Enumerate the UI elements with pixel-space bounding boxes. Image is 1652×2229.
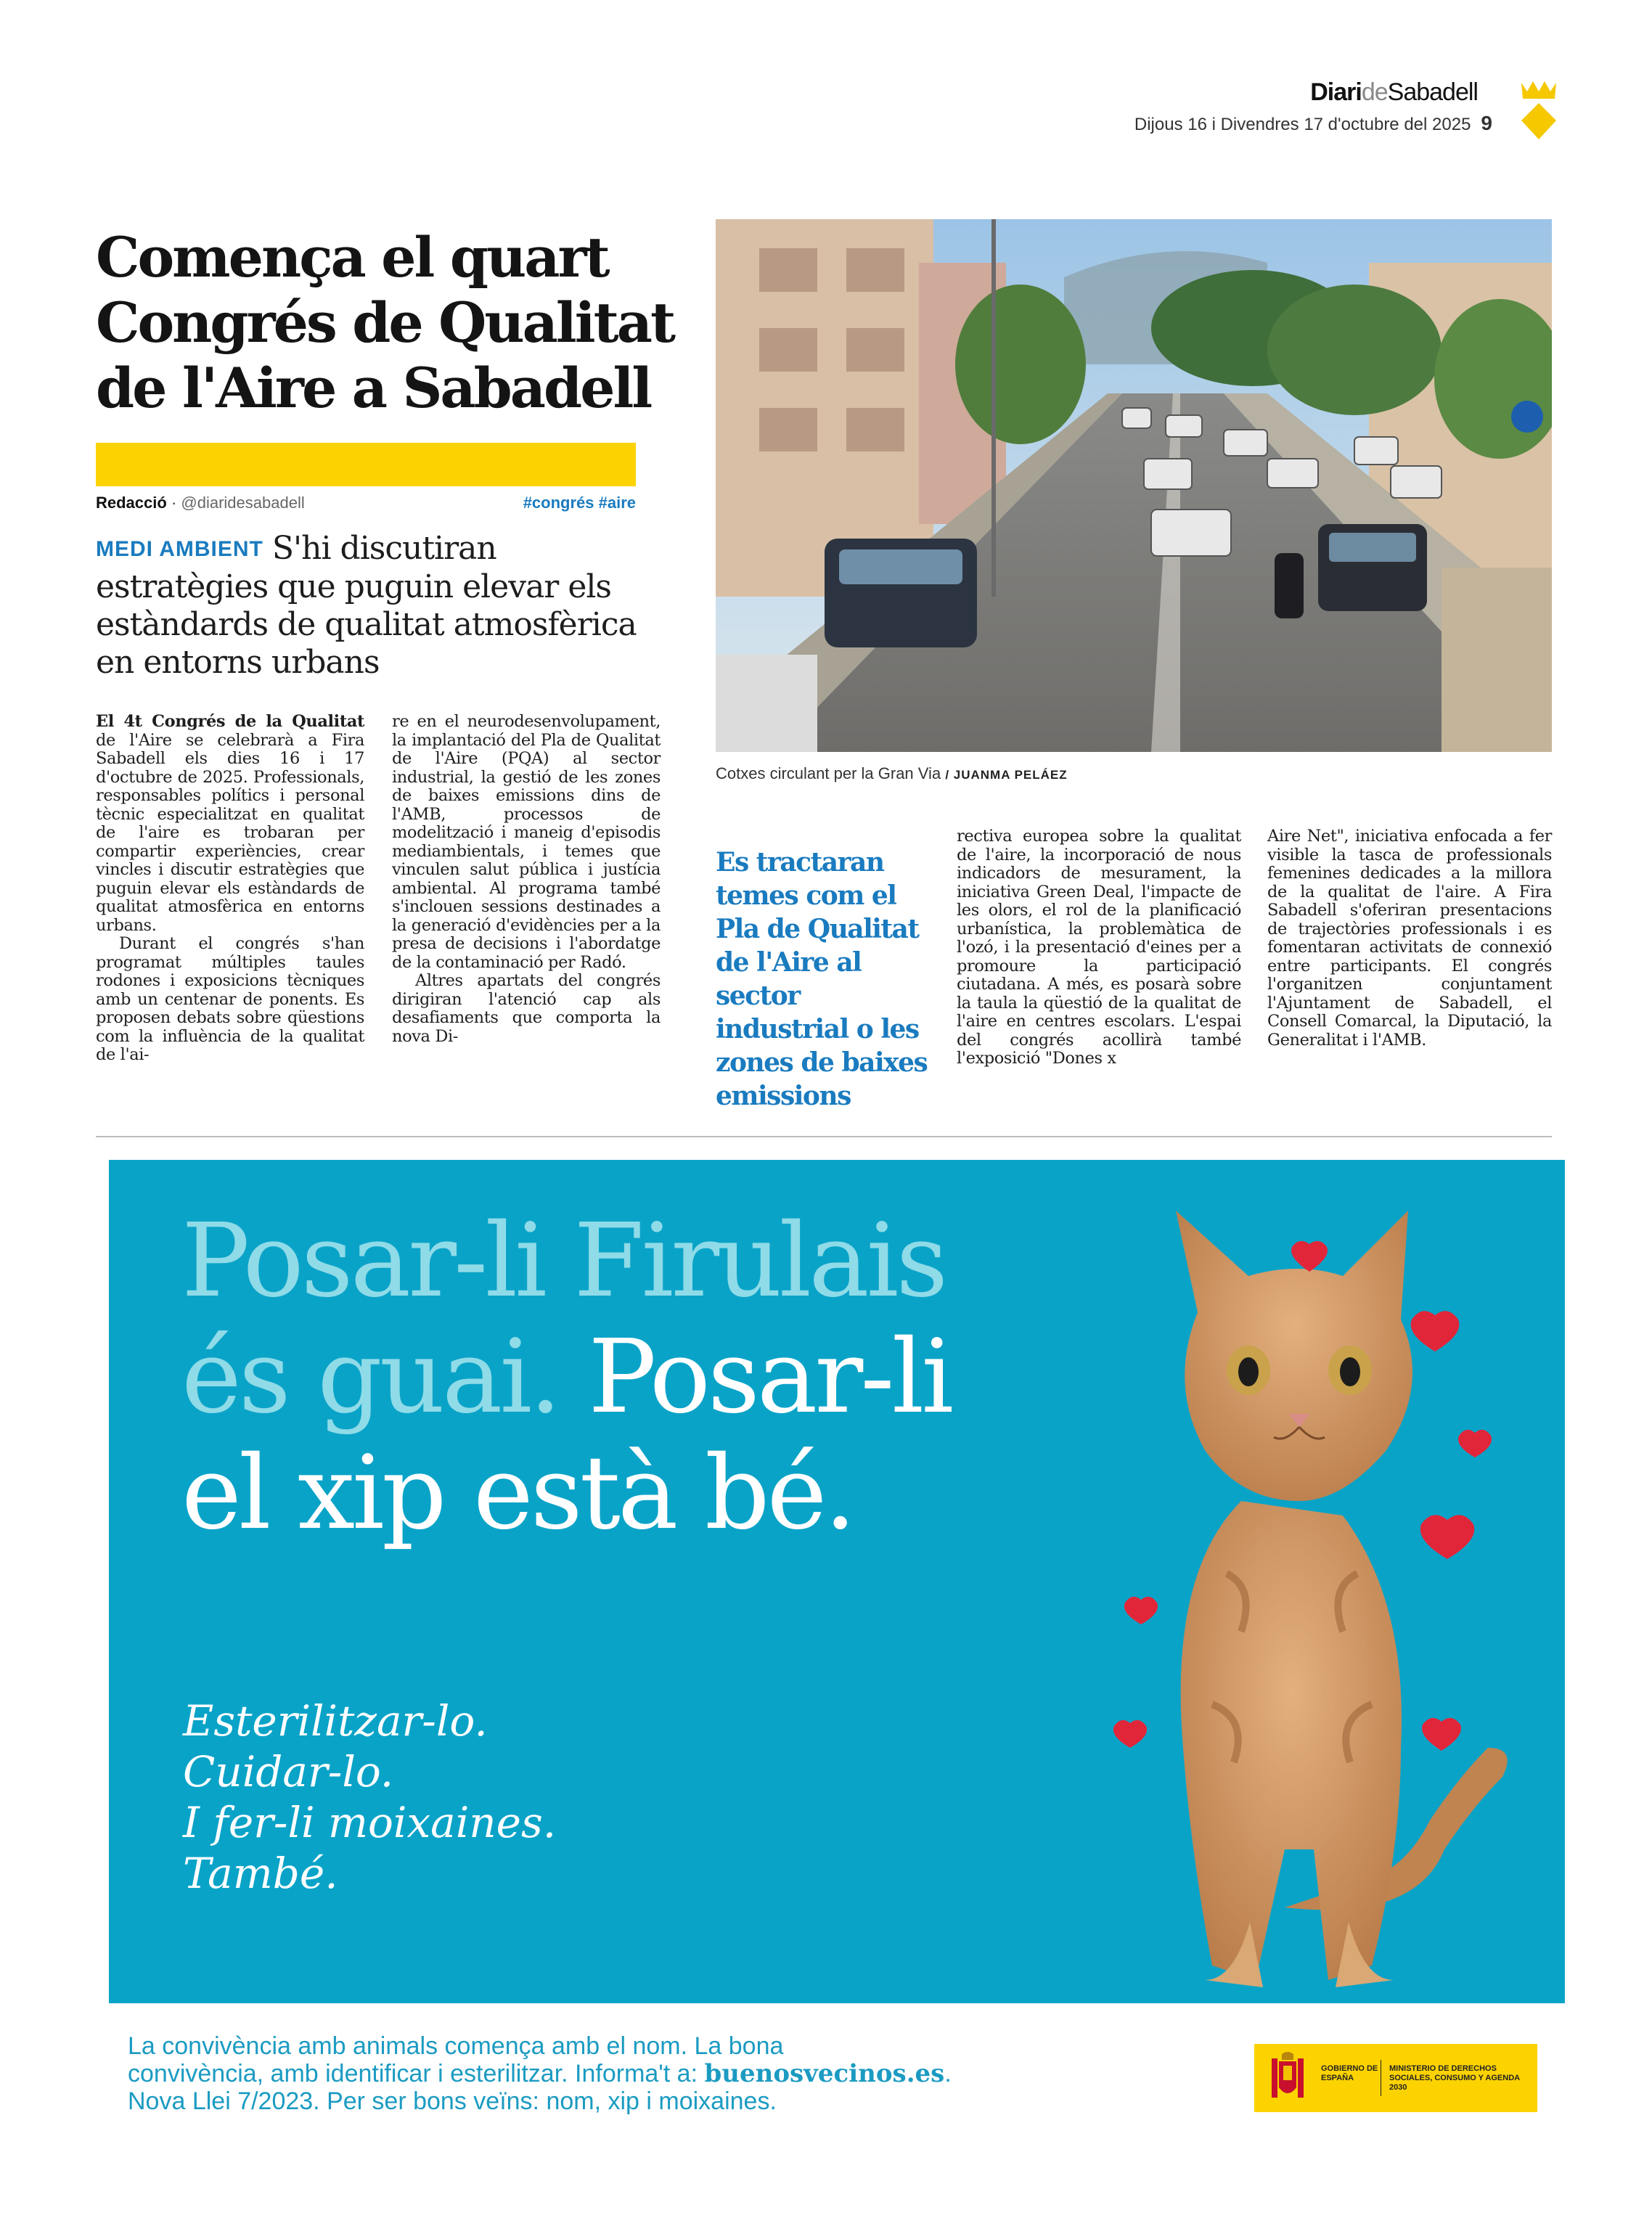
body-column-2 xyxy=(392,713,661,1046)
ad-sub-line: I fer-li moixaines. xyxy=(183,1798,557,1847)
byline-handle[interactable]: @diaridesabadell xyxy=(181,494,305,512)
byline-separator: · xyxy=(171,494,177,512)
byline-author: Redacció xyxy=(96,494,167,512)
hashtags[interactable]: #congrés #aire xyxy=(523,494,636,512)
page-number: 9 xyxy=(1481,112,1492,134)
advertisement[interactable] xyxy=(109,1160,1565,2003)
ad-sub-line: Esterilitzar-lo. xyxy=(183,1696,488,1746)
yellow-divider-bar xyxy=(96,443,636,486)
street-traffic-photo xyxy=(716,219,1552,752)
ad-headline-bright: el xip està bé. xyxy=(181,1434,854,1553)
paragraph: rectiva europea sobre la qualitat de l'aire, la incorporació de nous indicadors de mesurament, la iniciativa Green Deal, l'impacte de les olors, el rol de la planificació urbanística, la problemàtica de l'ozó, i la presentació d'eines per a promoure la participació ciutadana. A més, es posarà sobre la taula la qüestió de la qualitat de l'aire en centres escolars. L'espai del congrés acollirà també l'exposició "Dones x xyxy=(957,827,1241,1068)
crown-crest-icon xyxy=(1517,78,1561,141)
ministry-label: MINISTERIO DE DERECHOS SOCIALES, CONSUMO Y AGENDA 2030 xyxy=(1389,2064,1520,2092)
ad-footer-line: La convivència amb animals comença amb el nom. La bona xyxy=(128,2032,784,2060)
masthead-regular: Sabadell xyxy=(1387,78,1478,106)
paragraph: Durant el congrés s'han programat múltiples taules rodones i exposicions tècniques amb un centenar de ponents. Es proposen debats sobre qüestions com la influència de la qualitat de l'ai- xyxy=(96,934,364,1064)
ad-footer-line xyxy=(128,2060,999,2087)
body-column-1 xyxy=(96,713,364,1065)
ad-sub-line: Cuidar-lo. xyxy=(183,1747,394,1796)
pull-quote: Es tractaran temes com el Pla de Qualitat de l'Aire al sector industrial o les zones de baixes emissions xyxy=(716,847,928,1111)
headline-line: Congrés de Qualitat xyxy=(96,290,674,355)
ad-subtext xyxy=(183,1696,556,1899)
headline-line: Comença el quart xyxy=(96,225,608,290)
ad-footer-line: Nova Llei 7/2023. Per ser bons veïns: nom, xip i moixaines. xyxy=(128,2087,777,2115)
ad-footer-line-text: . xyxy=(944,2060,952,2087)
article-lead xyxy=(96,530,676,682)
date-text: Dijous 16 i Divendres 17 d'octubre del 2025 xyxy=(1134,115,1471,134)
paragraph-text: de l'Aire se celebrarà a Fira Sabadell els dies 16 i 17 d'octubre de 2025. Professionals, responsables polítics i personal tècnic especialitzat en qualitat de l'aire es trobaran per compartir experiències, crear vincles i discutir estratègies que puguin elevar els estàndards de qualitat atmosfèrica en entorns urbans. xyxy=(96,730,364,935)
ad-footer-url-link[interactable]: buenosvecinos.es xyxy=(704,2059,945,2088)
paragraph: Altres apartats del congrés dirigiran l'atenció cap als desafiaments que comporta la nova Di- xyxy=(392,971,661,1046)
ad-sub-line: També. xyxy=(183,1849,338,1898)
paragraph xyxy=(96,713,364,935)
photo-caption xyxy=(716,764,1068,783)
gov-label: GOBIERNO DE ESPAÑA xyxy=(1321,2064,1378,2082)
ad-headline xyxy=(181,1203,1125,1552)
masthead-light: de xyxy=(1361,78,1388,106)
ad-headline-light: és guai. xyxy=(181,1318,559,1436)
masthead-bold: Diari xyxy=(1310,78,1362,106)
paragraph: re en el neurodesenvolupament, la implantació del Pla de Qualitat de l'Aire (PQA) al sector industrial, la gestió de les zones de baixes emissions dins de l'AMB, processos de modelització i maneig d'episodis mediambientals, i temes que vinculen salut pública i justícia ambiental. Al programa també s'inclouen sessions destinades a la generació d'evidències per a la presa de decisions i l'abordatge de la contaminació per Radó. xyxy=(392,712,661,972)
lead-text: S'hi discutiran estratègies que puguin elevar els estàndards de qualitat atmosfèrica en entorns urbans xyxy=(96,530,637,681)
section-label: MEDI AMBIENT xyxy=(96,537,263,561)
masthead xyxy=(1310,78,1478,107)
section-divider xyxy=(96,1136,1552,1137)
headline-line: de l'Aire a Sabadell xyxy=(96,356,651,420)
ad-footer xyxy=(109,2003,1565,2141)
ad-headline-light: Posar-li Firulais xyxy=(181,1202,946,1320)
body-column-3 xyxy=(957,827,1241,1068)
ad-footer-text xyxy=(128,2032,999,2115)
ad-footer-line-text: convivència, amb identificar i esterilitzar. Informa't a: xyxy=(128,2060,705,2087)
body-column-4 xyxy=(1267,827,1552,1050)
cat-illustration xyxy=(1067,1196,1546,2002)
byline xyxy=(96,494,305,512)
lead-in: El 4t Congrés de la Qualitat xyxy=(96,712,364,731)
coat-of-arms-icon xyxy=(1267,2051,1308,2105)
paragraph: Aire Net", iniciativa enfocada a fer visible la tasca de professionals femenines dedicades a la millora de la qualitat de l'aire. A Fira Sabadell s'oferiran presentacions de trajectòries professionals i es fomentaran activitats de connexió entre participants. El congrés l'organitzen conjuntament l'Ajuntament de Sabadell, el Consell Comarcal, la Diputació, la Generalitat i l'AMB. xyxy=(1267,827,1552,1050)
ad-headline-bright: Posar-li xyxy=(558,1318,952,1436)
article-headline xyxy=(96,225,676,421)
government-logo xyxy=(1254,2044,1537,2112)
photo-credit: / JUANMA PELÁEZ xyxy=(945,768,1068,782)
caption-text: Cotxes circulant per la Gran Via xyxy=(716,764,941,782)
dateline xyxy=(1134,112,1492,135)
